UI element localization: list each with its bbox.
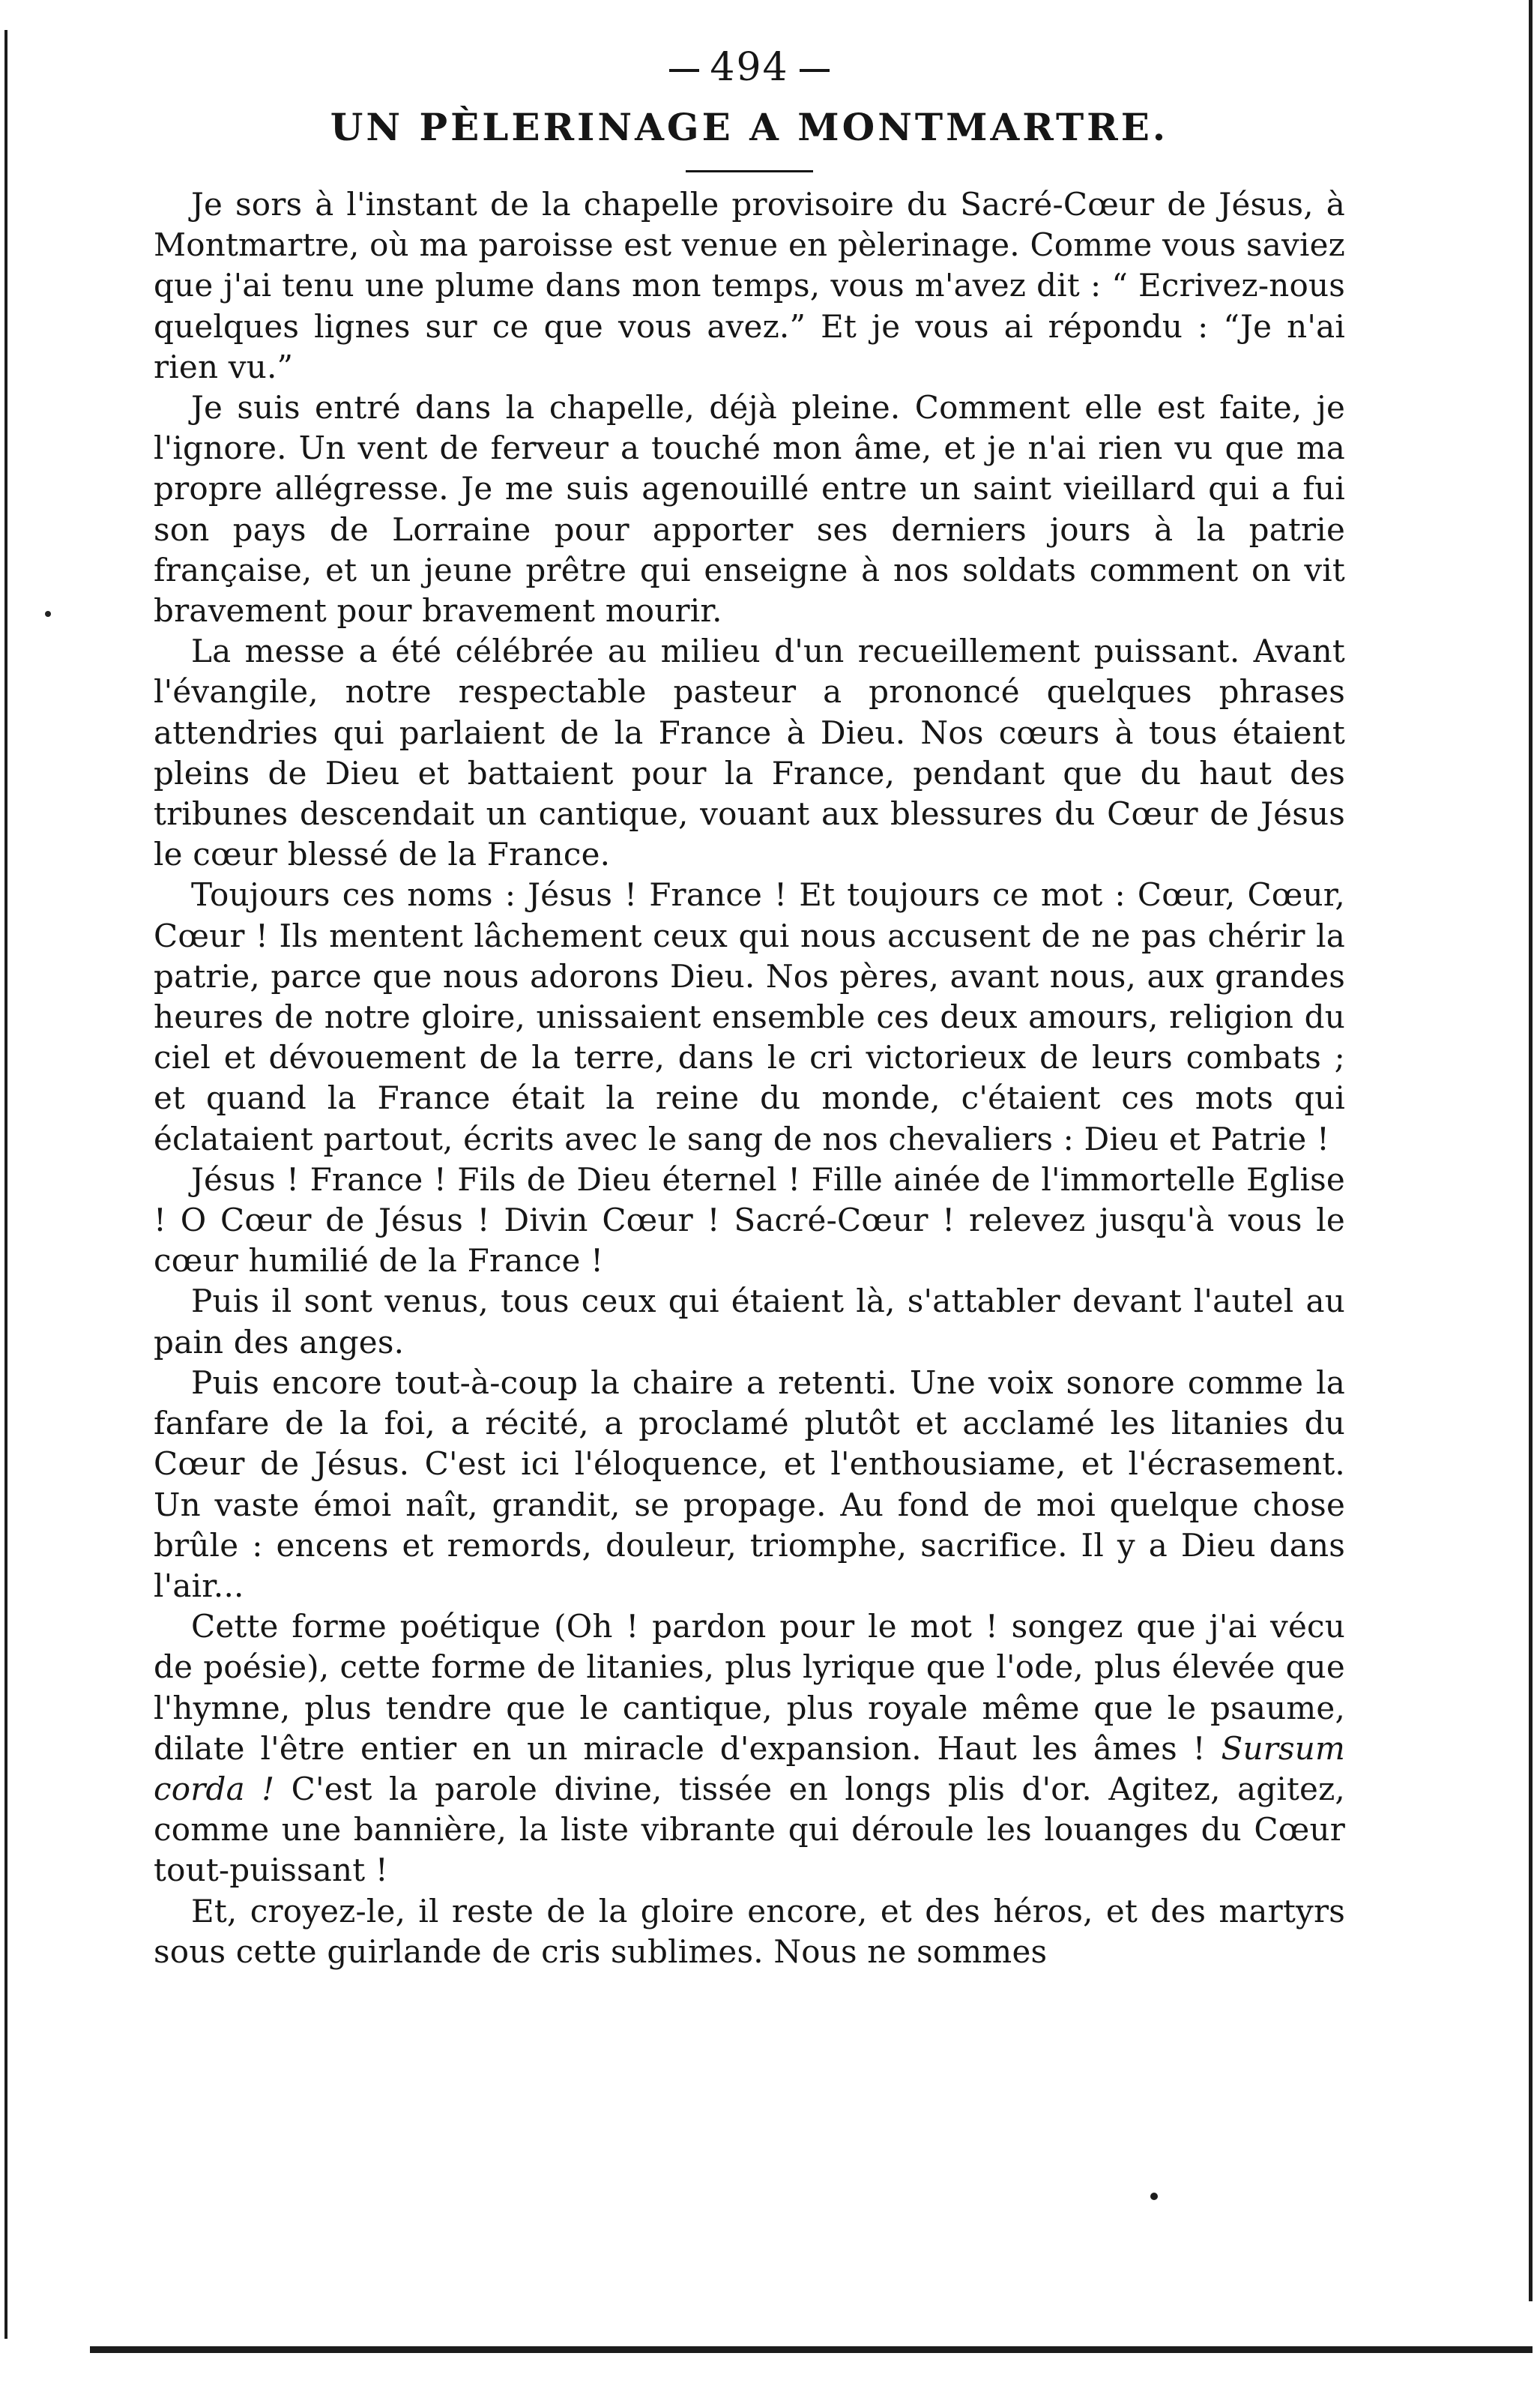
paragraph: Toujours ces noms : Jésus ! France ! Et toujours ce mot : Cœur, Cœur, Cœur ! Ils mentent lâchement ceux qui nous accusent de ne pas chérir la patrie, parce que nous adorons Dieu. Nos pères, avant nous, aux grandes heures de notre gloire, unissaient ensemble ces deux amours, religion du ciel et dévouement de la terre, dans le cri victorieux de leurs combats ; et quand la France était la reine du monde, c'étaient ces mots qui éclataient partout, écrits avec le sang de nos chevaliers : Dieu et Patrie ! bbox=[154, 876, 1345, 1157]
paragraph: La messe a été célébrée au milieu d'un recueillement puissant. Avant l'évangile, notre respectable pasteur a prononcé quelques phrases attendries qui parlaient de la France à Dieu. Nos cœurs à tous étaient pleins de Dieu et battaient pour la France, pendant que du haut des tribunes descendait un cantique, vouant aux blessures du Cœur de Jésus le cœur blessé de la France. bbox=[154, 633, 1345, 873]
paragraph: Et, croyez-le, il reste de la gloire encore, et des héros, et des martyrs sous cette guirlande de cris sublimes. Nous ne sommes bbox=[154, 1892, 1345, 1970]
article-body bbox=[154, 184, 1345, 1972]
scan-border-left bbox=[4, 30, 7, 2339]
paragraph: Puis encore tout-à-coup la chaire a retenti. Une voix sonore comme la fanfare de la foi, a récité, a proclamé plutôt et acclamé les litanies du Cœur de Jésus. C'est ici l'éloquence, et l'enthousiame, et l'écrasement. Un vaste émoi naît, grandit, se propage. Au fond de moi quelque chose brûle : encens et remords, douleur, triomphe, sacrifice. Il y a Dieu dans l'air... bbox=[154, 1364, 1345, 1604]
bullet-mark bbox=[1150, 2193, 1158, 2200]
scan-border-bottom bbox=[90, 2346, 1533, 2353]
title-rule bbox=[686, 170, 813, 172]
page-number: 494 bbox=[154, 45, 1345, 90]
article-title: UN PÈLERINAGE A MONTMARTRE. bbox=[330, 105, 1169, 149]
paragraph-with-latin bbox=[154, 1606, 1345, 1891]
book-page bbox=[154, 45, 1345, 1972]
paragraph-text: Cette forme poétique (Oh ! pardon pour le mot ! songez que j'ai vécu de poésie), cette forme de litanies, plus lyrique que l'ode, plus élevée que l'hymne, plus tendre que le cantique, plus royale même que le psaume, dilate l'être entier en un miracle d'expansion. Haut les âmes ! bbox=[154, 1608, 1345, 1767]
paragraph: Puis il sont venus, tous ceux qui étaient là, s'attabler devant l'autel au pain des anges. bbox=[154, 1283, 1345, 1361]
latin-phrase: Sursum corda ! bbox=[154, 1729, 1345, 1807]
paragraph: Je suis entré dans la chapelle, déjà pleine. Comment elle est faite, je l'ignore. Un vent de ferveur a touché mon âme, et je n'ai rien vu que ma propre allégresse. Je me suis agenouillé entre un saint vieillard qui a fui son pays de Lorraine pour apporter ses derniers jours à la patrie française, et un jeune prêtre qui enseigne à nos soldats comment on vit bravement pour bravement mourir. bbox=[154, 389, 1345, 630]
scan-border-right bbox=[1529, 0, 1533, 2301]
paragraph-text: C'est la parole divine, tissée en longs plis d'or. Agitez, agitez, comme une bannière, la liste vibrante qui déroule les louanges du Cœur tout-puissant ! bbox=[154, 1770, 1345, 1889]
paragraph: Jésus ! France ! Fils de Dieu éternel ! Fille ainée de l'immortelle Eglise ! O Cœur de Jésus ! Divin Cœur ! Sacré-Cœur ! relevez jusqu'à vous le cœur humilié de la France ! bbox=[154, 1160, 1345, 1280]
paragraph: Je sors à l'instant de la chapelle provisoire du Sacré-Cœur de Jésus, à Montmartre, où ma paroisse est venue en pèlerinage. Comme vous saviez que j'ai tenu une plume dans mon temps, vous m'avez dit : “ Ecrivez-nous quelques lignes sur ce que vous avez.” Et je vous ai répondu : “Je n'ai rien vu.” bbox=[154, 186, 1345, 385]
scan-speck bbox=[45, 611, 51, 617]
